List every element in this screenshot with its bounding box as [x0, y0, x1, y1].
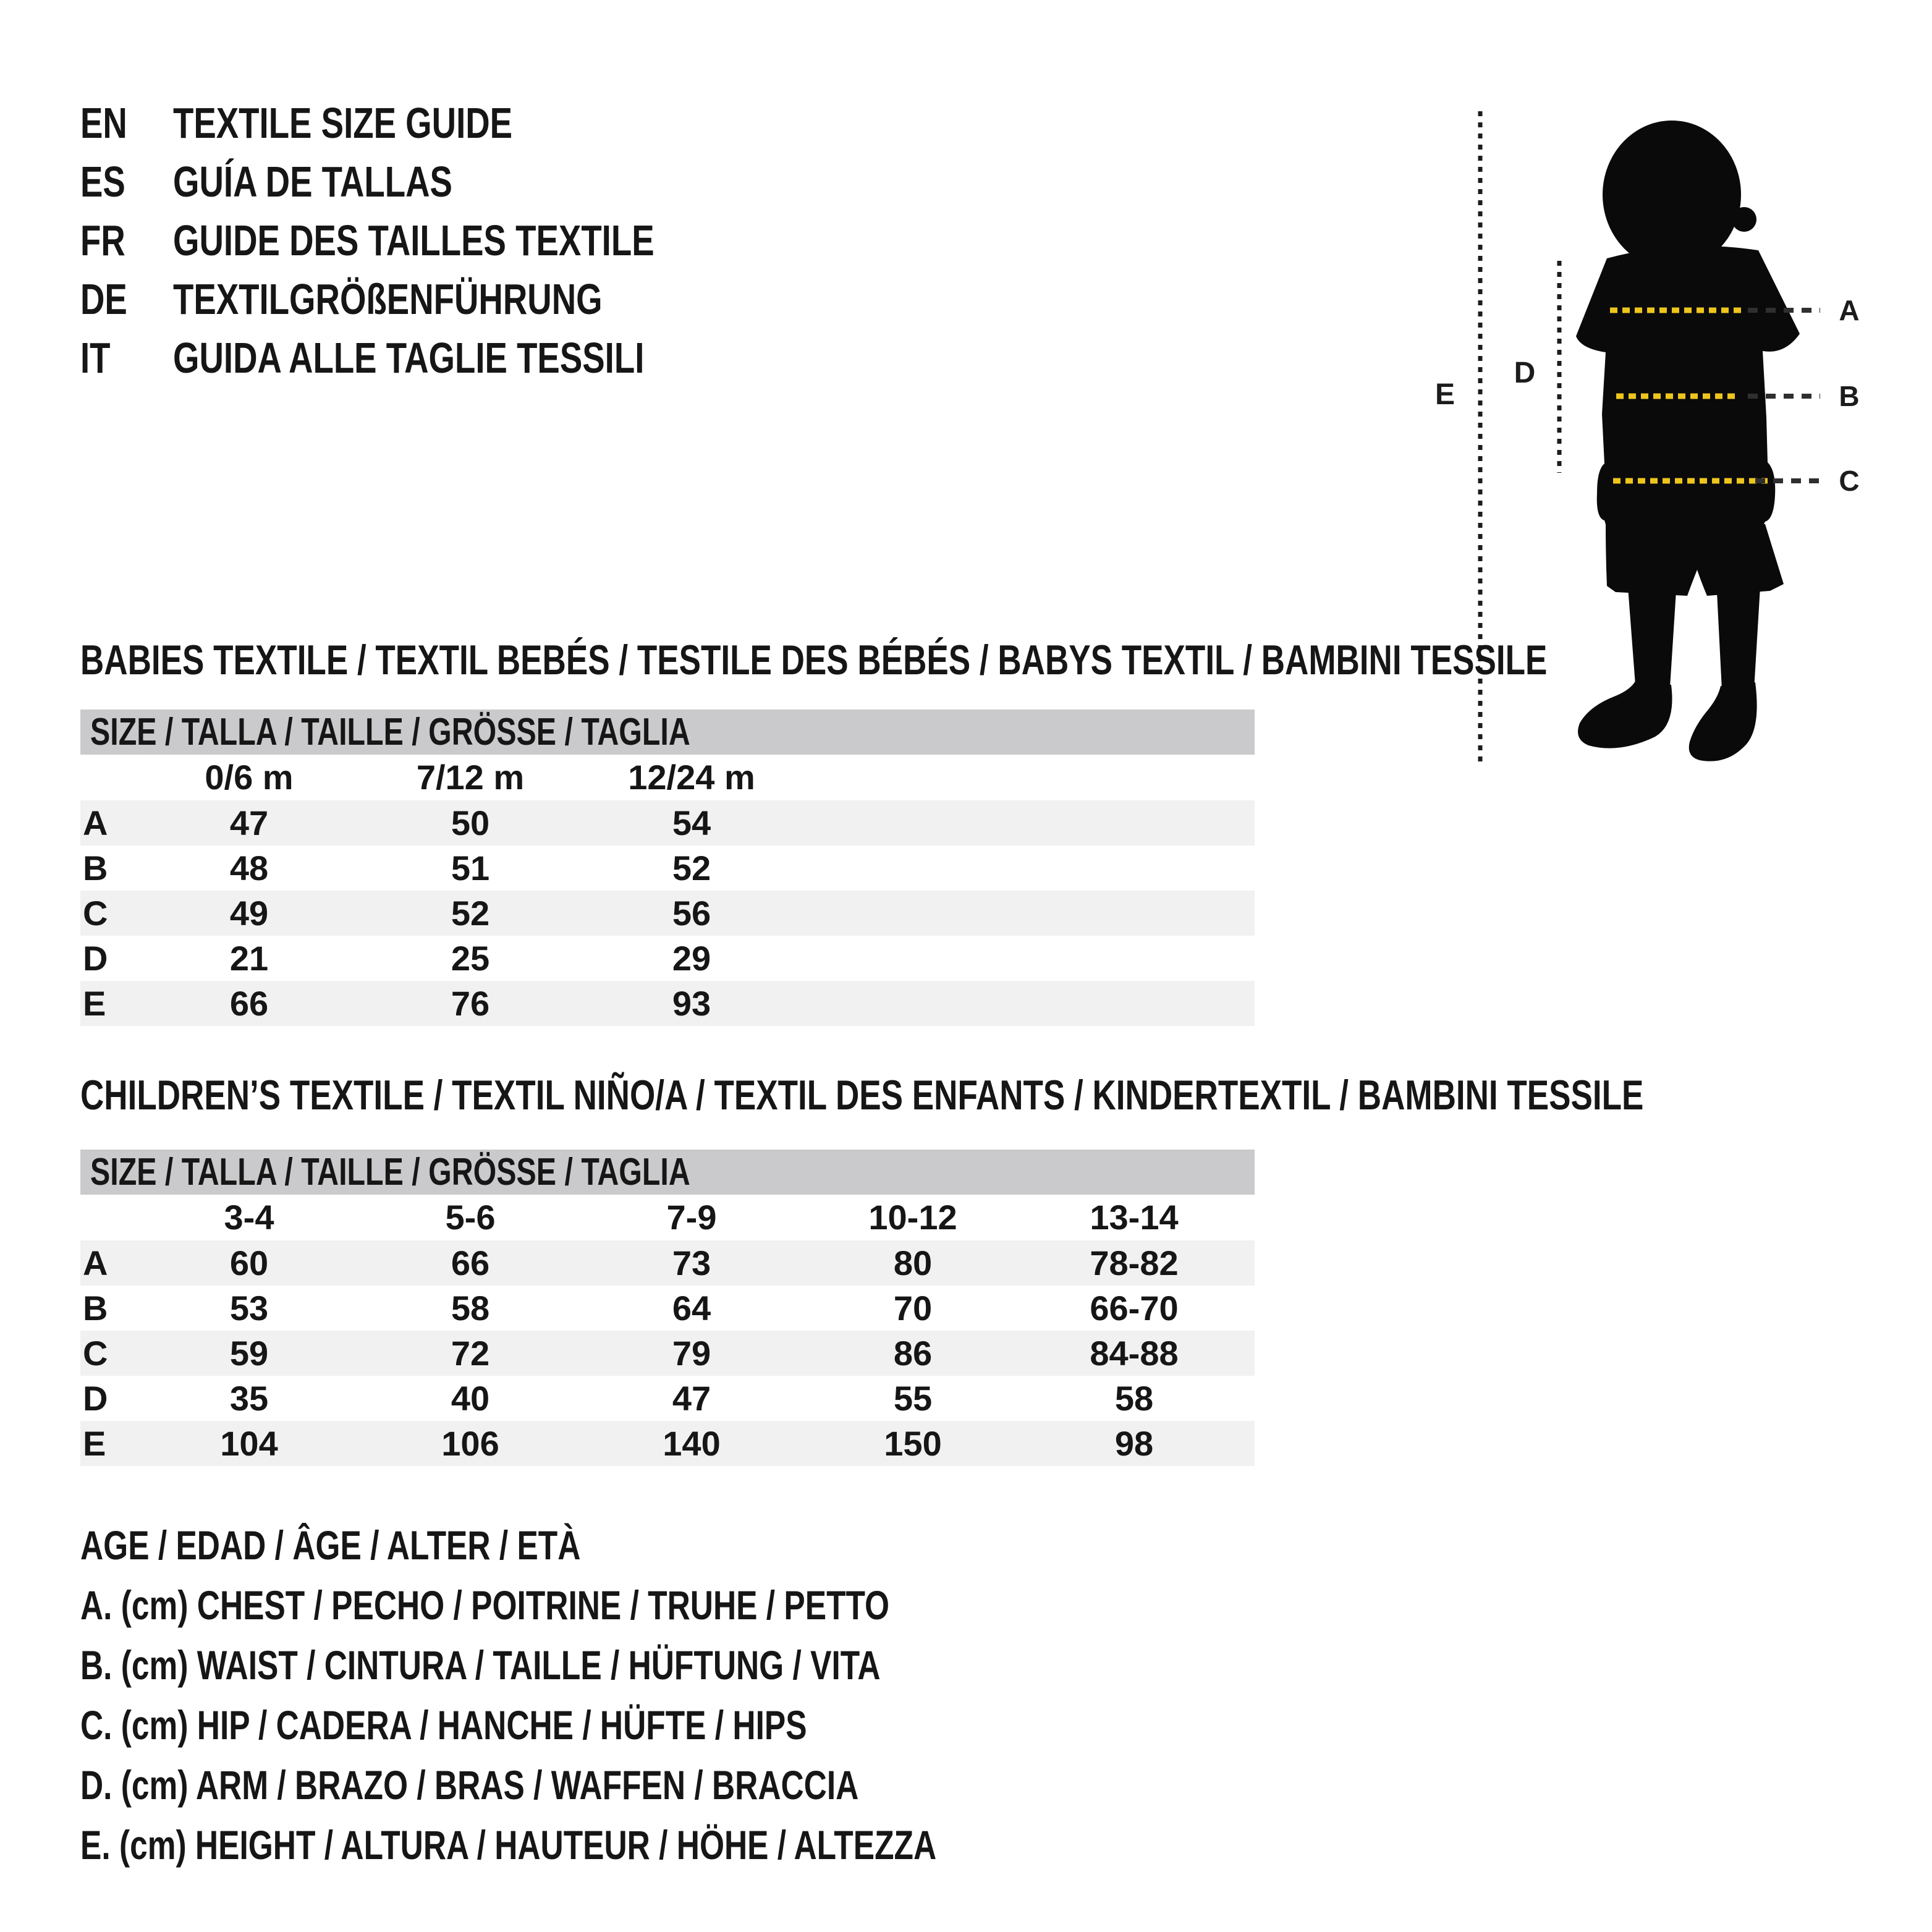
row-label: D [83, 1379, 108, 1418]
children-size-table [80, 1150, 1255, 1466]
table-row [80, 800, 1255, 845]
table-cell: 98 [1114, 1424, 1154, 1463]
table-cell: 52 [672, 849, 711, 888]
table-cell: 59 [229, 1334, 269, 1373]
table-cell: 66-70 [1090, 1289, 1179, 1328]
language-code: FR [80, 216, 125, 265]
table-cell: 52 [451, 894, 490, 933]
row-label: E [83, 1424, 106, 1463]
legend-text: C. (cm) HIP / CADERA / HANCHE / HÜFTE / HIPS [80, 1702, 807, 1748]
row-label: A [83, 803, 108, 842]
column-header: 10-12 [868, 1198, 957, 1237]
table-cell: 54 [672, 803, 711, 842]
table-cell: 104 [220, 1424, 278, 1463]
legend-text: D. (cm) ARM / BRAZO / BRAS / WAFFEN / BRACCIA [80, 1762, 859, 1808]
table-cell: 79 [672, 1334, 711, 1373]
table-cell: 64 [672, 1289, 711, 1328]
measurement-legend [80, 1515, 1178, 1875]
table-row [80, 1331, 1255, 1376]
column-header: 13-14 [1090, 1198, 1179, 1237]
table-cell: 53 [229, 1289, 269, 1328]
language-title: GUIDA ALLE TAGLIE TESSILI [173, 334, 645, 382]
column-header: 12/24 m [628, 758, 755, 797]
table-cell: 50 [451, 803, 490, 842]
language-title: TEXTILE SIZE GUIDE [173, 99, 513, 147]
column-header-spacer [80, 755, 138, 800]
size-figure-svg [1421, 62, 1932, 834]
row-label: D [83, 939, 108, 978]
legend-line-arm [80, 1755, 1178, 1815]
babies-size-header-bar [80, 710, 1255, 755]
row-label: A [83, 1244, 108, 1282]
column-header: 7/12 m [416, 758, 525, 797]
language-code: ES [80, 158, 125, 206]
language-title: GUIDE DES TAILLES TEXTILE [173, 216, 655, 265]
language-title: GUÍA DE TALLAS [173, 158, 452, 206]
table-row [80, 1286, 1255, 1331]
table-cell: 58 [1114, 1379, 1154, 1418]
language-code: EN [80, 99, 127, 147]
legend-text: B. (cm) WAIST / CINTURA / TAILLE / HÜFTUNG / VITA [80, 1642, 881, 1688]
language-code: IT [80, 334, 111, 382]
legend-text: E. (cm) HEIGHT / ALTURA / HAUTEUR / HÖHE / ALTEZZA [80, 1822, 937, 1868]
figure-label-e: E [1434, 378, 1455, 411]
language-code: DE [80, 275, 127, 323]
figure-label-d: D [1514, 357, 1536, 389]
legend-line-age [80, 1515, 1178, 1575]
table-cell: 66 [451, 1244, 490, 1282]
table-row [80, 1240, 1255, 1286]
table-cell: 140 [663, 1424, 721, 1463]
table-cell: 58 [451, 1289, 490, 1328]
table-cell: 25 [451, 939, 490, 978]
row-label: C [83, 1334, 108, 1373]
table-cell: 78-82 [1090, 1244, 1179, 1282]
table-cell: 48 [229, 849, 269, 888]
children-column-header-row [80, 1195, 1255, 1240]
table-cell: 21 [229, 939, 269, 978]
column-header: 5-6 [445, 1198, 496, 1237]
table-cell: 86 [893, 1334, 933, 1373]
table-cell: 66 [229, 984, 269, 1023]
table-row [80, 891, 1255, 936]
column-header: 7-9 [666, 1198, 717, 1237]
row-label: C [83, 894, 108, 933]
figure-label-b: B [1839, 380, 1860, 412]
table-cell: 72 [451, 1334, 490, 1373]
table-row [80, 981, 1255, 1026]
table-cell: 29 [672, 939, 711, 978]
table-row [80, 936, 1255, 981]
language-title: TEXTILGRÖßENFÜHRUNG [173, 275, 603, 323]
children-size-header-bar [80, 1150, 1255, 1195]
legend-text: A. (cm) CHEST / PECHO / POITRINE / TRUHE / PETTO [80, 1582, 890, 1628]
table-cell: 60 [229, 1244, 269, 1282]
legend-line-height [80, 1815, 1178, 1875]
legend-line-hip [80, 1695, 1178, 1755]
children-section-heading [80, 1067, 1932, 1123]
table-cell: 84-88 [1090, 1334, 1179, 1373]
measurement-figure [1421, 62, 1932, 834]
babies-section-heading [80, 632, 1932, 688]
table-cell: 93 [672, 984, 711, 1023]
babies-size-table [80, 710, 1255, 1026]
table-row [80, 1421, 1255, 1466]
table-cell: 56 [672, 894, 711, 933]
legend-text: AGE / EDAD / ÂGE / ALTER / ETÀ [80, 1522, 581, 1568]
babies-heading-text: BABIES TEXTILE / TEXTIL BEBÉS / TESTILE DES BÉBÉS / BABYS TEXTIL / BAMBINI TESSILE [80, 637, 1548, 684]
table-cell: 150 [884, 1424, 942, 1463]
column-header: 3-4 [224, 1198, 274, 1237]
children-heading-text: CHILDREN’S TEXTILE / TEXTIL NIÑO/A / TEXTIL DES ENFANTS / KINDERTEXTIL / BAMBINI TESSILE [80, 1072, 1644, 1119]
table-cell: 55 [893, 1379, 933, 1418]
table-cell: 73 [672, 1244, 711, 1282]
table-row [80, 1376, 1255, 1421]
legend-line-chest [80, 1575, 1178, 1635]
table-cell: 80 [893, 1244, 933, 1282]
row-label: E [83, 984, 106, 1023]
row-label: B [83, 1289, 108, 1328]
table-cell: 51 [451, 849, 490, 888]
figure-label-c: C [1839, 465, 1860, 497]
babies-column-header-row [80, 755, 1255, 800]
column-header-spacer [80, 1195, 138, 1240]
row-label: B [83, 849, 108, 888]
table-cell: 35 [229, 1379, 269, 1418]
table-row [80, 845, 1255, 891]
table-cell: 40 [451, 1379, 490, 1418]
size-header-label: SIZE / TALLA / TAILLE / GRÖSSE / TAGLIA [90, 711, 690, 753]
table-cell: 76 [451, 984, 490, 1023]
figure-label-a: A [1839, 294, 1860, 326]
table-cell: 47 [672, 1379, 711, 1418]
legend-line-waist [80, 1635, 1178, 1695]
size-header-label: SIZE / TALLA / TAILLE / GRÖSSE / TAGLIA [90, 1151, 690, 1193]
table-cell: 106 [441, 1424, 499, 1463]
table-cell: 49 [229, 894, 269, 933]
column-header: 0/6 m [205, 758, 294, 797]
table-cell: 47 [229, 803, 269, 842]
table-cell: 70 [893, 1289, 933, 1328]
